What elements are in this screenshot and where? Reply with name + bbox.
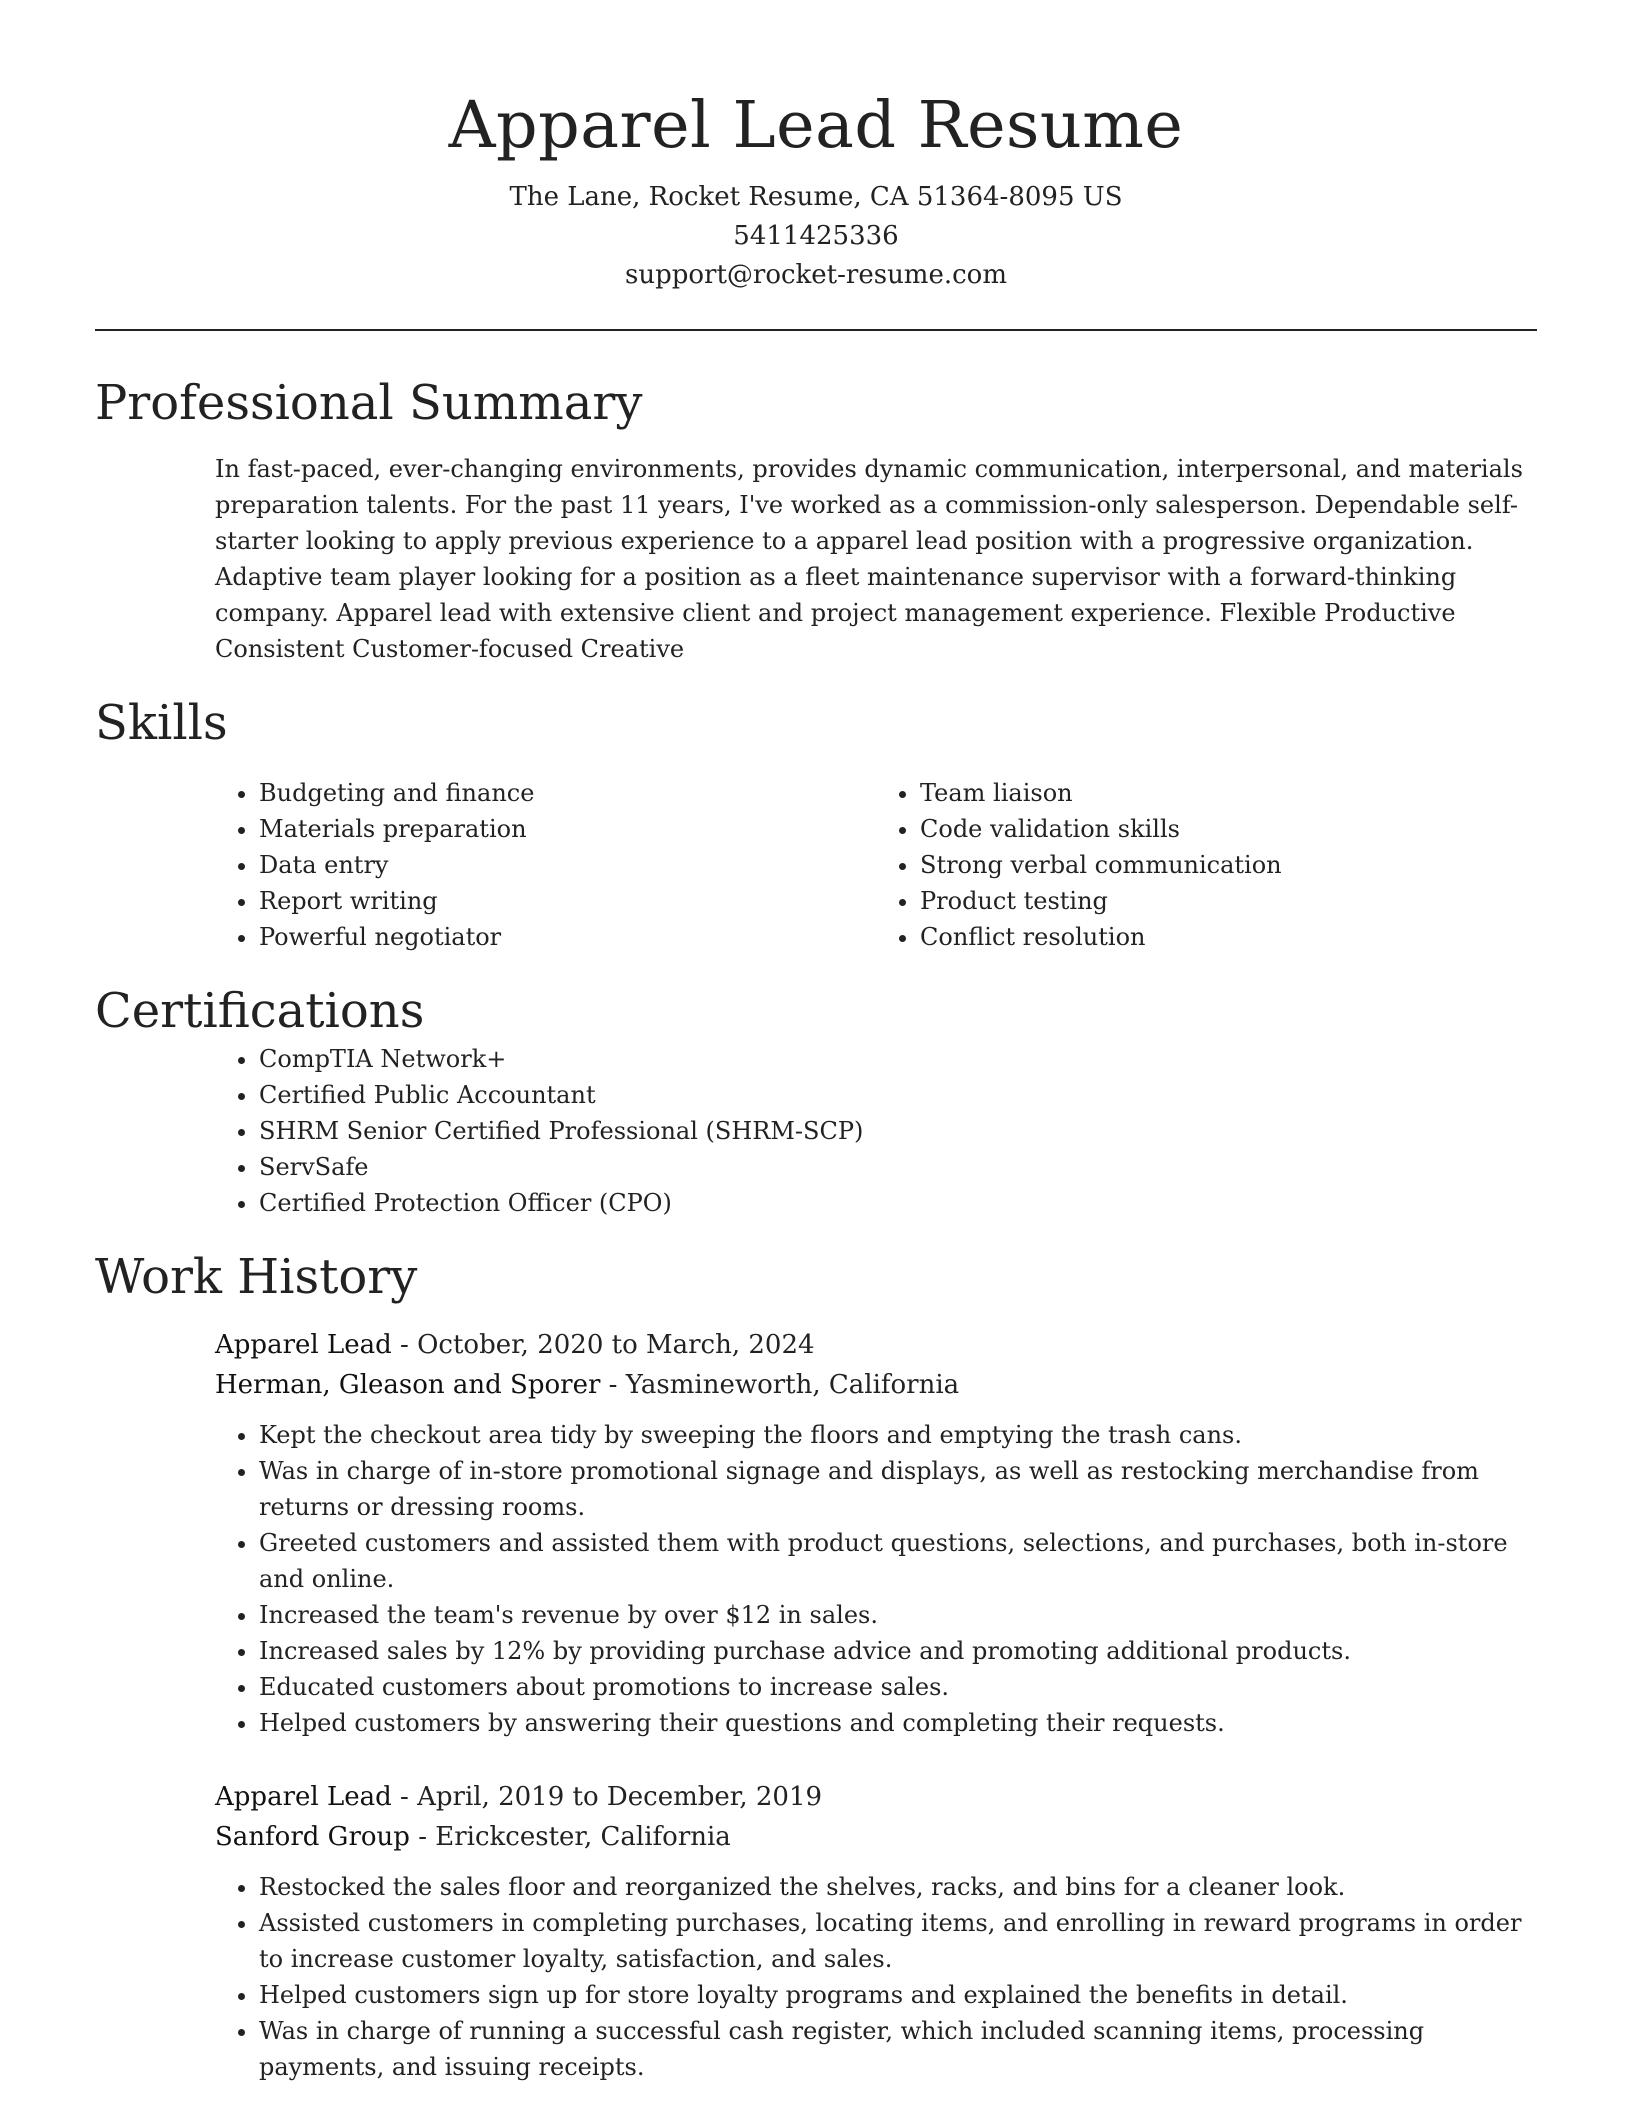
- job-duties-list: [215, 1417, 1537, 1741]
- job-duty-item: • Was in charge of running a successful cash register, which included scanning items, processing payments, and issuing receipts.: [259, 2013, 1537, 2085]
- job-duties-list: [215, 1869, 1537, 2085]
- work-history-section: [95, 1247, 1537, 2085]
- skill-item: • Conflict resolution: [920, 919, 1537, 955]
- email-address: support@rocket-resume.com: [624, 260, 1007, 290]
- skills-columns: [215, 775, 1537, 955]
- job-duty-item: • Greeted customers and assisted them with product questions, selections, and purchases, both in-store and online.: [259, 1525, 1537, 1597]
- separator: -: [400, 1782, 418, 1812]
- job-dates: April, 2019 to December, 2019: [417, 1782, 823, 1812]
- certification-item: • SHRM Senior Certified Professional (SHRM-SCP): [259, 1113, 1537, 1149]
- summary-text: In fast-paced, ever-changing environments, provides dynamic communication, interpersonal, and materials preparation talents. For the past 11 years, I've worked as a commission-only salesperson. Dependable self-starter looking to apply previous experience to a apparel lead position with a progressive organization. Adaptive team player looking for a position as a fleet maintenance supervisor with a forward-thinking company. Apparel lead with extensive client and project management experience. Flexible Productive Consistent Customer-focused Creative: [215, 455, 1523, 663]
- skill-item: • Data entry: [259, 847, 876, 883]
- certification-item: • CompTIA Network+: [259, 1041, 1537, 1077]
- section-title-certifications: Certifications: [95, 983, 425, 1039]
- skill-item: • Report writing: [259, 883, 876, 919]
- skill-item: • Powerful negotiator: [259, 919, 876, 955]
- job-duty-item: • Was in charge of in-store promotional signage and displays, as well as restocking merchandise from returns or dressing rooms.: [259, 1453, 1537, 1525]
- job-location: Yasmineworth, California: [625, 1370, 960, 1400]
- separator: -: [418, 1822, 436, 1852]
- phone-number: 5411425336: [733, 221, 899, 251]
- skills-list-right: [876, 775, 1537, 955]
- job-title-line: [215, 1325, 1537, 1365]
- skill-item: • Materials preparation: [259, 811, 876, 847]
- skill-item: • Budgeting and finance: [259, 775, 876, 811]
- skill-item: • Strong verbal communication: [920, 847, 1537, 883]
- job-role: Apparel Lead: [215, 1330, 392, 1360]
- certification-item: • Certified Protection Officer (CPO): [259, 1185, 1537, 1221]
- certifications-list: [215, 1041, 1537, 1221]
- address: The Lane, Rocket Resume, CA 51364-8095 US: [509, 182, 1123, 212]
- section-title-skills: Skills: [95, 695, 228, 751]
- job-company-line: [215, 1365, 1537, 1405]
- resume-header: [95, 86, 1537, 295]
- job-title-line: [215, 1777, 1537, 1817]
- job-entry: [215, 1325, 1537, 1741]
- job-role: Apparel Lead: [215, 1782, 392, 1812]
- job-company: Herman, Gleason and Sporer: [215, 1370, 601, 1400]
- job-dates: October, 2020 to March, 2024: [417, 1330, 815, 1360]
- contact-info: [95, 178, 1537, 295]
- job-duty-item: • Kept the checkout area tidy by sweeping the floors and emptying the trash cans.: [259, 1417, 1537, 1453]
- skill-item: • Team liaison: [920, 775, 1537, 811]
- certifications-section: [95, 981, 1537, 1221]
- professional-summary-section: [95, 373, 1537, 667]
- resume-title: Apparel Lead Resume: [448, 88, 1184, 163]
- header-divider: [95, 329, 1537, 331]
- job-duty-item: • Helped customers by answering their questions and completing their requests.: [259, 1705, 1537, 1741]
- job-duty-item: • Assisted customers in completing purchases, locating items, and enrolling in reward programs in order to increase customer loyalty, satisfaction, and sales.: [259, 1905, 1537, 1977]
- skill-item: • Code validation skills: [920, 811, 1537, 847]
- separator: -: [400, 1330, 418, 1360]
- job-duty-item: • Restocked the sales floor and reorganized the shelves, racks, and bins for a cleaner look.: [259, 1869, 1537, 1905]
- job-duty-item: • Increased the team's revenue by over $12 in sales.: [259, 1597, 1537, 1633]
- skills-list-left: [215, 775, 876, 955]
- job-entry: [215, 1777, 1537, 2085]
- certification-item: • ServSafe: [259, 1149, 1537, 1185]
- job-duty-item: • Helped customers sign up for store loyalty programs and explained the benefits in detail.: [259, 1977, 1537, 2013]
- job-duty-item: • Increased sales by 12% by providing purchase advice and promoting additional products.: [259, 1633, 1537, 1669]
- skills-section: [95, 693, 1537, 955]
- job-company: Sanford Group: [215, 1822, 410, 1852]
- section-title-summary: Professional Summary: [95, 375, 643, 431]
- section-title-work-history: Work History: [95, 1249, 418, 1305]
- separator: -: [608, 1370, 626, 1400]
- job-company-line: [215, 1817, 1537, 1857]
- skill-item: • Product testing: [920, 883, 1537, 919]
- job-location: Erickcester, California: [435, 1822, 731, 1852]
- job-duty-item: • Educated customers about promotions to increase sales.: [259, 1669, 1537, 1705]
- certification-item: • Certified Public Accountant: [259, 1077, 1537, 1113]
